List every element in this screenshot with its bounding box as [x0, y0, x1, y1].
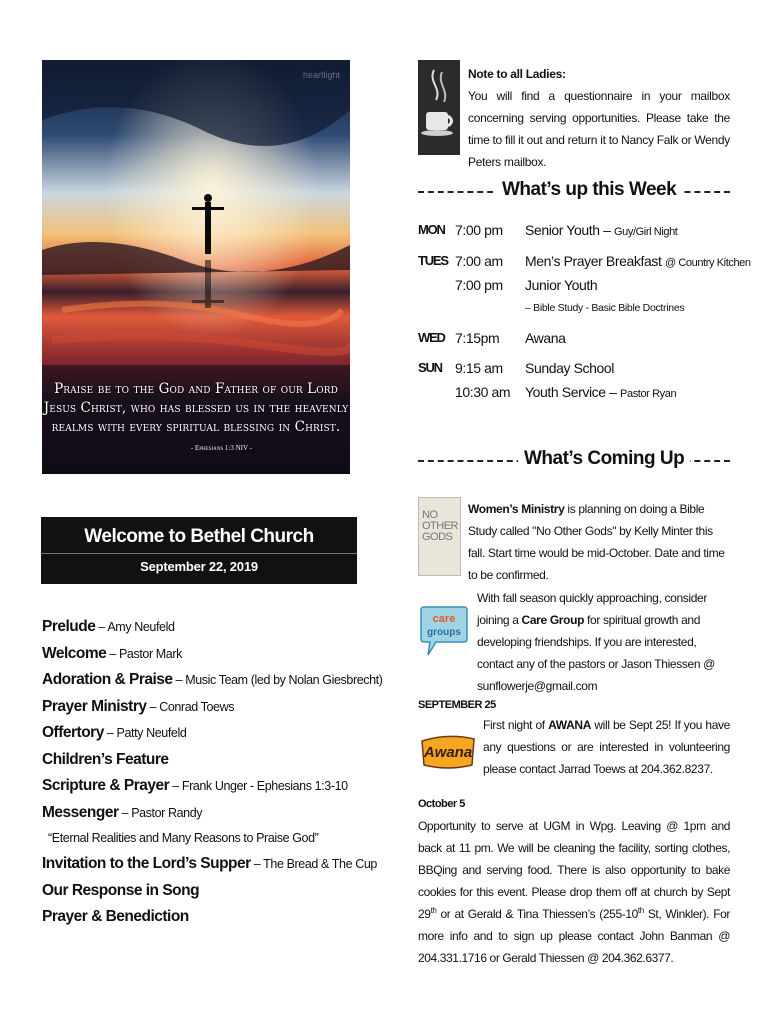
event-name: Youth Service – Pastor Ryan [525, 384, 677, 400]
day-monday [418, 218, 730, 249]
service-item: Messenger – Pastor Randy [42, 803, 203, 821]
welcome-banner [41, 517, 357, 584]
event-row [418, 326, 730, 350]
service-item [42, 749, 342, 776]
cover-verse [42, 380, 350, 437]
service-part: Our Response in Song [42, 881, 200, 899]
service-item: Invitation to the Lord’s Supper – The Bread & The Cup [42, 855, 377, 872]
ladies-note [468, 63, 730, 173]
event-row [418, 218, 730, 242]
verse-line: Praise be to the God and Father of our Lord [54, 381, 338, 397]
event-row [418, 356, 730, 380]
weekly-schedule [418, 218, 751, 406]
service-item [42, 906, 342, 933]
service-part: Prayer & Benediction [42, 908, 189, 925]
this-week-header [418, 179, 730, 205]
page-title: Welcome to Bethel Church [84, 526, 314, 547]
note-body: You will find a questionnaire in your mailbox concerning serving opportunities. Please take the time to fill it out and return it to Nancy Falk or Wendy Peters mailbox. [468, 89, 730, 169]
service-part: Adoration & Praise [42, 671, 173, 688]
book-cover-icon [418, 497, 461, 576]
divider [41, 553, 357, 554]
awana-logo-text: Awana [423, 744, 473, 761]
ugm-date: October 5 [418, 798, 465, 810]
service-leader: Frank Unger - Ephesians 1:3-10 [181, 779, 348, 793]
service-part: Scripture & Prayer [42, 777, 170, 794]
service-item: Scripture & Prayer – Frank Unger - Ephesians 1:3-10 [42, 777, 348, 794]
care-icon-text-1: care [432, 613, 456, 625]
service-part: Prayer Ministry [42, 697, 147, 715]
watermark: heartlight [302, 70, 340, 80]
care-groups-icon [420, 601, 468, 661]
event-subline [418, 297, 730, 319]
service-item: Adoration & Praise – Music Team (led by Nolan Giesbrecht) [42, 671, 383, 688]
service-leader: Amy Neufeld [107, 620, 175, 634]
event-name: Awana [525, 330, 566, 346]
event-time: 7:00 pm [455, 222, 503, 238]
awana-logo-icon [420, 733, 476, 771]
service-item: Welcome – Pastor Mark [42, 644, 182, 662]
book-cover-title: NO OTHER GODS [422, 509, 458, 543]
service-leader: Music Team (led by Nolan Giesbrecht) [185, 673, 383, 687]
event-row [418, 249, 751, 273]
event-row [418, 273, 730, 297]
service-leader: Patty Neufeld [116, 726, 187, 740]
day-tuesday [418, 249, 751, 326]
cover-image [42, 60, 350, 474]
ugm-notice: Opportunity to serve at UGM in Wpg. Leaving @ 1pm and back at 11 pm. We will be cleaning the facility, sorting clothes, BBQing and serving food. There is also opportunity to bake cookies for this event. Please drop them off at church by Sept 29th or at Gerald & Tina Thiessen’s (255-10th St, Winkler). For more info and to sign up please contact John Banman @ 204.331.1716 or Gerald Thiessen @ 204.362.6377. [418, 819, 730, 965]
care-icon-text-2: groups [427, 627, 461, 638]
service-leader: Conrad Toews [159, 699, 235, 714]
service-item: Offertory – Patty Neufeld [42, 724, 187, 741]
event-description: – Bible Study - Basic Bible Doctrines [525, 302, 685, 314]
day-wednesday [418, 326, 730, 356]
sermon-title: “Eternal Realities and Many Reasons to Praise God” [48, 831, 319, 845]
awana-notice: First night of AWANA will be Sept 25! If you have any questions or are interested in volunteering please contact Jarrad Toews at 204.362.8237. [483, 718, 731, 776]
event-row [418, 380, 730, 404]
service-part: Welcome [42, 644, 107, 662]
event-name: Junior Youth [525, 277, 598, 293]
service-part: Prelude [42, 618, 96, 635]
event-name: Sunday School [525, 360, 614, 376]
service-part: Messenger [42, 803, 119, 821]
service-leader: The Bread & The Cup [263, 857, 377, 871]
service-part: Invitation to the Lord’s Supper [42, 855, 251, 872]
event-time: 7:00 am [455, 253, 503, 269]
coming-up-header [418, 448, 730, 474]
coffee-cup-icon [418, 60, 460, 155]
service-item: Prelude – Amy Neufeld [42, 618, 175, 635]
day-label: SUN [418, 360, 442, 375]
service-leader: Pastor Mark [118, 646, 182, 661]
service-leader: Pastor Randy [131, 805, 203, 820]
service-item [42, 880, 342, 907]
event-time: 9:15 am [455, 360, 503, 376]
section-title: What’s Coming Up [518, 448, 690, 470]
service-item: Prayer Ministry – Conrad Toews [42, 697, 235, 715]
day-label: WED [418, 330, 445, 345]
day-label: MON [418, 222, 445, 237]
event-name: Senior Youth – Guy/Girl Night [525, 222, 678, 238]
verse-reference: - Ephesians 1:3 NIV - [190, 444, 252, 452]
day-label: TUES [418, 253, 448, 268]
event-name: Men’s Prayer Breakfast @ Country Kitchen [525, 253, 751, 269]
service-part: Children’s Feature [42, 750, 169, 768]
note-title: Note to all Ladies: [468, 67, 566, 81]
event-time: 7:15pm [455, 330, 500, 346]
order-of-service [42, 616, 383, 933]
event-time: 10:30 am [455, 384, 511, 400]
event-time: 7:00 pm [455, 277, 503, 293]
care-group-notice: With fall season quickly approaching, consider joining a Care Group for spiritual growth and developing friendships. If you are interested, contact any of the pastors or Jason Thiessen @ sunflowerje@gmail.com [477, 591, 715, 693]
womens-ministry-notice: Women’s Ministry is planning on doing a Bible Study called "No Other Gods" by Kelly Minter this fall. Start time would be mid-October. Date and time to be confirmed. [468, 502, 725, 582]
service-date: September 22, 2019 [140, 559, 258, 574]
section-title: What’s up this Week [496, 179, 682, 201]
day-sunday [418, 356, 730, 406]
verse-line: realms with every spiritual blessing in Christ. [51, 419, 341, 435]
awana-date: SEPTEMBER 25 [418, 699, 496, 711]
verse-line: Jesus Christ, who has blessed us in the heavenly [43, 400, 349, 416]
service-part: Offertory [42, 724, 104, 741]
